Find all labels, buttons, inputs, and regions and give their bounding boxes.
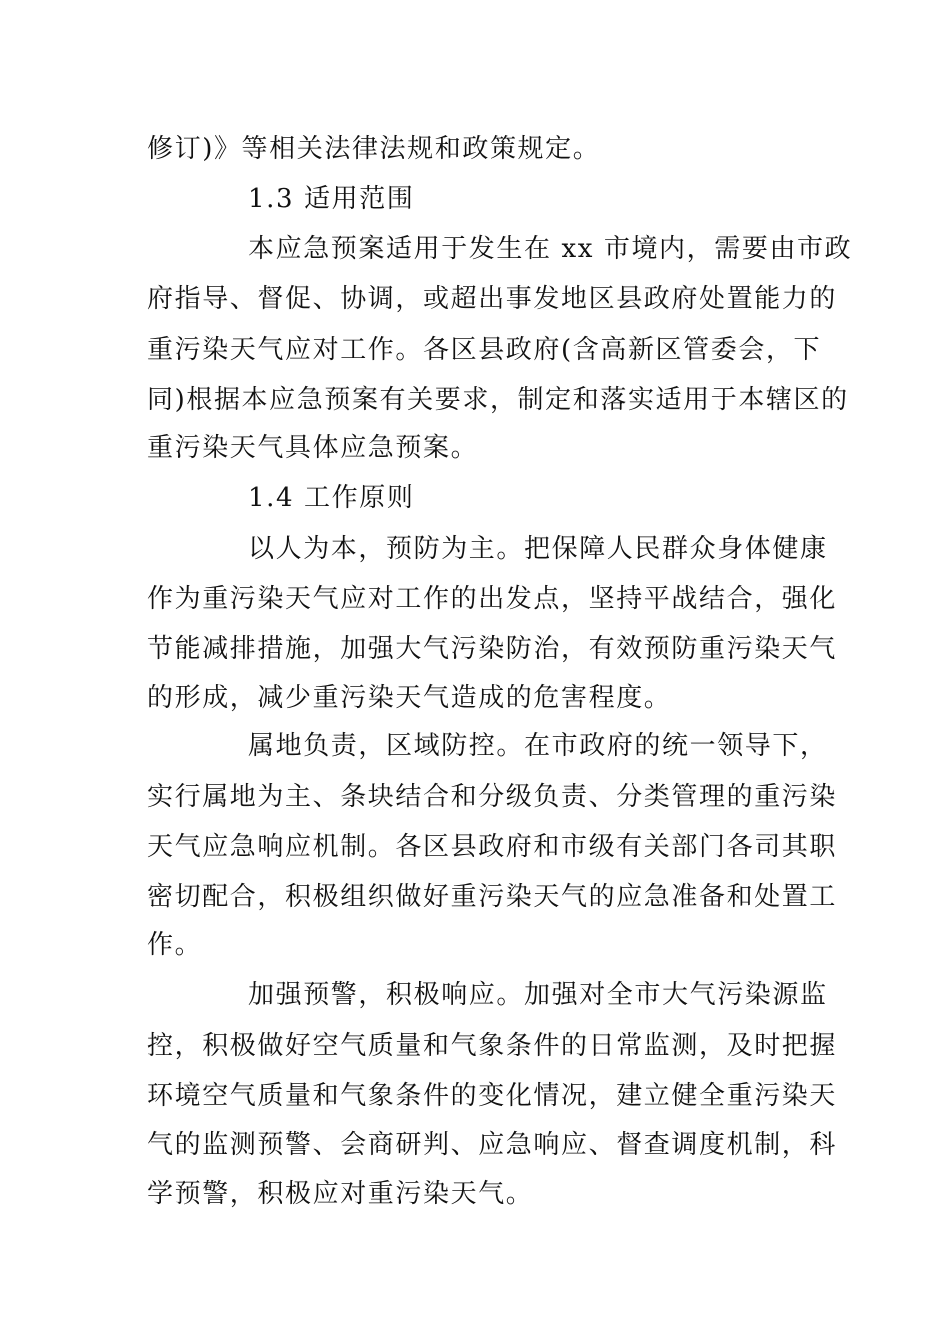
text-line: 气的监测预警、会商研判、应急响应、督查调度机制，科: [147, 1130, 838, 1160]
text-line: 加强预警，积极响应。加强对全市大气污染源监: [248, 980, 828, 1010]
text-line: 同)根据本应急预案有关要求，制定和落实适用于本辖区的: [147, 385, 849, 415]
text-line: 重污染天气具体应急预案。: [147, 433, 479, 463]
text-line: 天气应急响应机制。各区县政府和市级有关部门各司其职: [147, 832, 838, 862]
text-line: 学预警，积极应对重污染天气。: [147, 1179, 534, 1209]
text-line: 修订)》等相关法律法规和政策规定。: [147, 134, 601, 164]
text-line: 实行属地为主、条块结合和分级负责、分类管理的重污染: [147, 782, 838, 812]
text-line: 控，积极做好空气质量和气象条件的日常监测，及时把握: [147, 1031, 838, 1061]
text-line: 节能减排措施，加强大气污染防治，有效预防重污染天气: [147, 634, 838, 664]
section-heading-1-3: 1.3 适用范围: [248, 184, 415, 214]
text-line: 作。: [147, 930, 203, 960]
text-line: 以人为本，预防为主。把保障人民群众身体健康: [248, 534, 828, 564]
text-line: 府指导、督促、协调，或超出事发地区县政府处置能力的: [147, 284, 838, 314]
text-line: 的形成，减少重污染天气造成的危害程度。: [147, 683, 672, 713]
text-line: 本应急预案适用于发生在 xx 市境内，需要由市政: [248, 234, 853, 264]
text-line: 作为重污染天气应对工作的出发点，坚持平战结合，强化: [147, 584, 838, 614]
text-line: 重污染天气应对工作。各区县政府(含高新区管委会，下: [147, 335, 822, 365]
text-line: 环境空气质量和气象条件的变化情况，建立健全重污染天: [147, 1081, 838, 1111]
text-line: 密切配合，积极组织做好重污染天气的应急准备和处置工: [147, 882, 838, 912]
text-line: 属地负责，区域防控。在市政府的统一领导下，: [248, 731, 828, 761]
section-heading-1-4: 1.4 工作原则: [248, 483, 415, 513]
